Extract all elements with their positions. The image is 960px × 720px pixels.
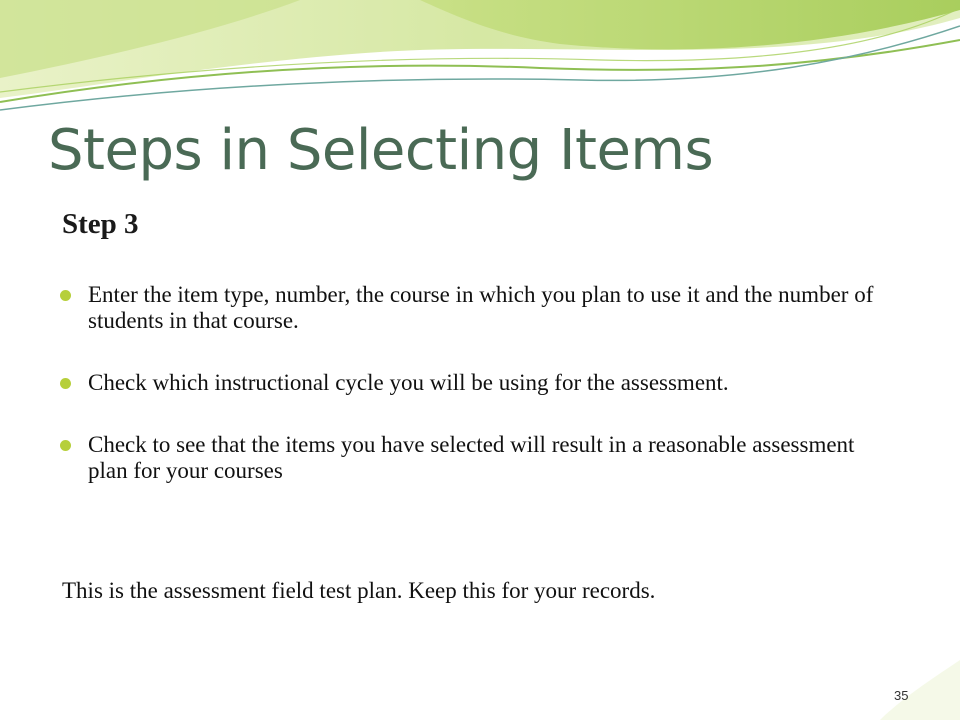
bullet-icon bbox=[60, 440, 71, 451]
bullet-text: Check which instructional cycle you will be using for the assessment. bbox=[88, 370, 729, 395]
bullet-icon bbox=[60, 378, 71, 389]
bullet-text: Enter the item type, number, the course in which you plan to use it and the number of students in that course. bbox=[88, 282, 874, 333]
slide-title: Steps in Selecting Items bbox=[48, 118, 714, 183]
page-number: 35 bbox=[894, 688, 909, 703]
closing-note: This is the assessment field test plan. Keep this for your records. bbox=[62, 578, 656, 603]
bullet-text: Check to see that the items you have selected will result in a reasonable assessment plan for your courses bbox=[88, 432, 855, 483]
bullet-list bbox=[58, 282, 898, 520]
bullet-item-instructional-cycle bbox=[58, 370, 898, 396]
step-heading: Step 3 bbox=[62, 208, 139, 240]
corner-decoration bbox=[840, 640, 960, 720]
top-wave-decoration bbox=[0, 0, 960, 120]
bullet-icon bbox=[60, 290, 71, 301]
bullet-item-enter-item-type bbox=[58, 282, 898, 334]
bullet-item-assessment-plan bbox=[58, 432, 898, 484]
